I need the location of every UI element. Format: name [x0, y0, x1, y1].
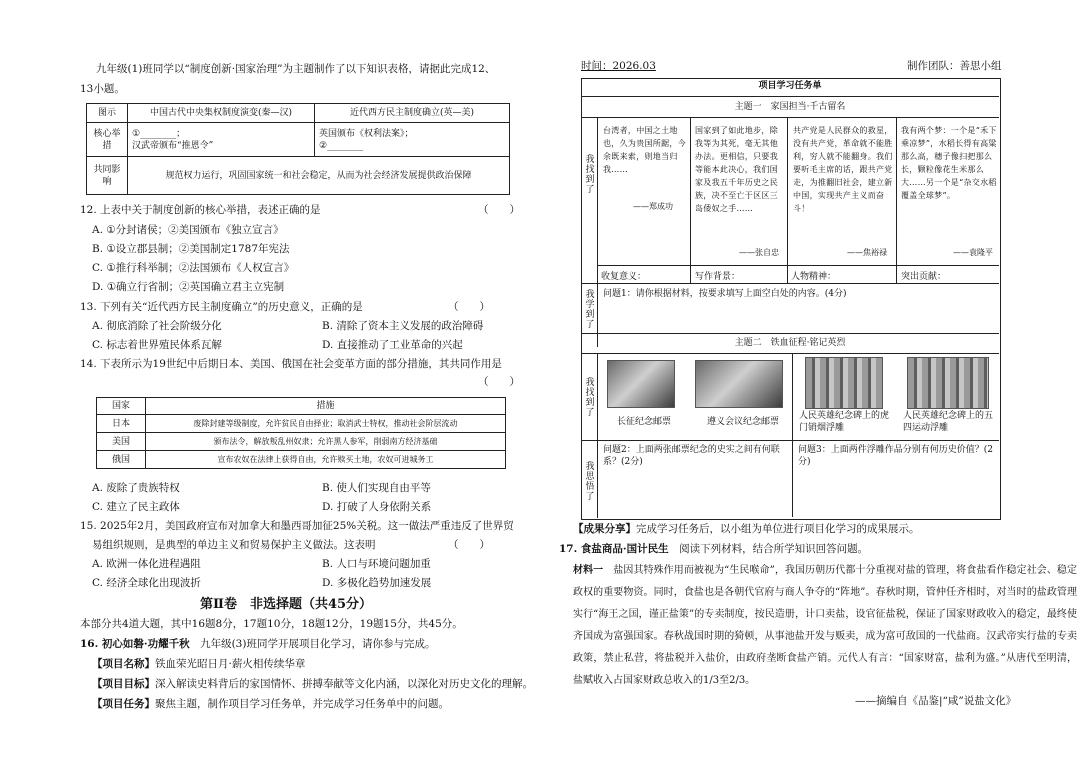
question-3: 问题3：上面两件浮雕作品分别有何历史价值？(2分)	[798, 445, 993, 467]
material-text: 盐因其特殊作用而被视为“生民喉命”，我国历朝历代都十分重视对盐的管理，将食盐看作稳定社会、稳定政权的重要物资。同时，食盐也是各朝代官府与商人争夺的“阵地”。春秋时期，管仲任齐相时，对当时的盐政管理实行“海王之国，谨正盐策”的专卖制度，按民造册，计口卖盐，设官征盐税，保证了国家财政收入的稳定，最终使齐国成为富强国家。春秋战国时期的猗顿，从事池盐开发与贩卖，成为富可敌国的一代盐商。汉武帝实行盐的专卖政策，禁止私营，将盐税并入盐价，由政府垄断食盐产销。元代人有言：“国家财富，盐利为盛。”从唐代至明清，盐赋收入占国家财政总收入的1/3至2/3。	[573, 565, 1077, 686]
right-page	[545, 0, 1080, 764]
table-cell	[315, 123, 510, 157]
question-12	[80, 203, 520, 217]
divider	[896, 265, 897, 283]
value: 聚焦主题，制作项目学习任务单，并完成学习任务单中的问题。	[155, 698, 449, 710]
answer-paren: （ ）	[448, 301, 490, 313]
label: 【项目名称】	[92, 658, 155, 670]
table-header: 图示	[87, 104, 128, 123]
question-title: 17. 食盐商品·国计民生	[559, 543, 669, 555]
divider	[581, 96, 999, 97]
table-cell: 俄国	[97, 451, 146, 469]
quote-zheng: 台湾者，中国之土地也，久为贵国所踞，今余既来索，则地当归我……	[603, 126, 686, 174]
option: B. 清除了资本主义发展的政治障碍	[322, 320, 484, 332]
option: A. 废除了贵族特权	[92, 482, 180, 494]
table-row-label: 共同影响	[87, 157, 128, 195]
table-cell: 宣布农奴在法律上获得自由，允许赎买土地，农奴可进城务工	[146, 451, 506, 469]
question-17-head	[559, 542, 868, 556]
blank-1: ①________；	[132, 128, 186, 139]
table-row	[97, 451, 506, 469]
option: D. ①确立行省制；②英国确立君主立宪制	[92, 281, 285, 293]
question-16-head	[80, 637, 435, 651]
question-15-line-2	[92, 538, 490, 552]
team-label: 制作团队：善思小组	[907, 60, 1002, 72]
table-row-label: 核心举措	[87, 123, 128, 157]
divider	[597, 265, 999, 266]
quote-jiao: 共产党是人民群众的救星，没有共产党，革命就不能胜利，穷人就不能翻身。我们要听毛主席的话，跟共产党走，为推翻旧社会，建立新中国，实现共产主义而奋斗！	[793, 126, 893, 213]
project-task	[92, 697, 449, 711]
table-header: 中国古代中央集权制度演变(秦—汉)	[128, 104, 315, 123]
table-cell: 美国	[97, 433, 146, 451]
question-stem: 易组织规则，是典型的单边主义和贸易保护主义做法。这表明	[92, 539, 376, 551]
time-label: 时间：2026.03	[581, 60, 656, 72]
option: A. ①分封诸侯；②美国颁布《独立宣言》	[92, 224, 284, 236]
divider	[792, 353, 793, 517]
option: D. 打破了人身依附关系	[322, 501, 432, 513]
material-source: ——摘编自《品鉴|“咸”说盐文化》	[855, 695, 1017, 707]
stamp-caption: 长征纪念邮票	[617, 417, 672, 427]
option: C. ①推行科举制；②法国颁布《人权宣言》	[92, 262, 295, 274]
option: A. 欧洲一体化进程遇阻	[92, 558, 201, 570]
answer-paren: （ ）	[448, 539, 490, 551]
section-title: 第Ⅱ卷 非选择题（共45分）	[200, 597, 373, 612]
zunyi-stamp-image	[695, 360, 783, 408]
blank-2: ②________	[319, 140, 364, 151]
share-line	[573, 522, 920, 536]
table-cell-text: 英国颁布《权利法案》；	[319, 128, 414, 139]
field-recovery[interactable]: 收复意义：	[601, 272, 647, 282]
divider	[787, 265, 788, 283]
quote-zhang: 国家到了如此地步，除我等为其死，毫无其他办法。更相信，只要我等能本此决心，我们国家及我五千年历史之民族，决不至亡于区区三岛倭奴之手……	[695, 126, 778, 213]
option: B. 使人们实现自由平等	[322, 482, 431, 494]
relief-caption: 人民英雄纪念碑上的虎门销烟浮雕	[799, 411, 890, 433]
table-row	[97, 433, 506, 451]
table-cell: 颁布法令，解放叛乱州奴隶；允许黑人参军，削弱南方经济基础	[146, 433, 506, 451]
theme-2-title: 主题二 铁血征程·铭记英烈	[734, 338, 846, 348]
divider	[690, 265, 691, 283]
field-spirit[interactable]: 人物精神：	[791, 272, 837, 282]
intro-line-1: 九年级(1)班同学以“制度创新·国家治理”为主题制作了以下知识表格，请据此完成12、	[96, 63, 496, 75]
value: 完成学习任务后，以小组为单位进行项目化学习的成果展示。	[636, 523, 920, 535]
option: D. 直接推动了工业革命的兴起	[322, 339, 463, 351]
table-cell: 日本	[97, 415, 146, 433]
table-cell	[128, 123, 315, 157]
question-14-stem: 14. 下表所示为19世纪中后期日本、美国、俄国在社会变革方面的部分措施，其共同作用是	[80, 358, 502, 370]
find-label-2: 我找到了	[585, 378, 595, 418]
intro-line-2: 13小题。	[80, 83, 125, 95]
question-13	[80, 300, 490, 314]
divider	[581, 117, 999, 118]
option: B. ①设立郡县制；②美国制定1787年宪法	[92, 243, 290, 255]
table-cell: 规范权力运行，巩固国家统一和社会稳定，从而为社会经济发展提供政治保障	[128, 157, 510, 195]
label: 【项目任务】	[92, 698, 155, 710]
value: 铁血荣光昭日月·薪火相传续华章	[155, 658, 306, 670]
question-15-line-1: 15. 2025年2月，美国政府宣布对加拿大和墨西哥加征25%关税。这一做法严重违反了世界贸	[80, 520, 514, 532]
humen-relief-image	[805, 357, 883, 409]
option: C. 建立了民主政体	[92, 501, 180, 513]
section-note: 本部分共4道大题，其中16题8分，17题10分，18题12分，19题15分，共45分。	[80, 618, 463, 630]
reform-table	[96, 397, 506, 469]
label: 【项目目标】	[92, 678, 155, 690]
value: 深入解读史料背后的家国情怀、拼搏奉献等文化内涵，以深化对历史文化的理解。	[155, 678, 533, 690]
option: C. 经济全球化出现波折	[92, 577, 201, 589]
material-label: 材料一	[573, 565, 604, 576]
material-1	[573, 560, 1077, 692]
project-goal	[92, 677, 533, 691]
field-contribution[interactable]: 突出贡献：	[901, 272, 947, 282]
divider	[787, 117, 788, 265]
table-header: 国家	[97, 398, 146, 415]
knowledge-table	[86, 103, 510, 195]
question-stem: 13. 下列有关“近代西方民主制度确立”的历史意义，正确的是	[80, 301, 363, 313]
option: D. 多极化趋势加速发展	[322, 577, 432, 589]
sheet-title: 项目学习任务单	[758, 81, 822, 91]
table-header: 近代西方民主制度确立(英—美)	[315, 104, 510, 123]
question-text: 九年级(3)班同学开展项目化学习，请你参与完成。	[189, 638, 436, 650]
table-row	[97, 415, 506, 433]
field-background[interactable]: 写作背景：	[695, 272, 741, 282]
question-2: 问题2：上面两张邮票纪念的史实之间有何联系？(2分)	[603, 445, 780, 467]
long-march-stamp-image	[607, 360, 675, 408]
relief-caption: 人民英雄纪念碑上的五四运动浮雕	[903, 411, 994, 433]
find-label-1: 我找到了	[585, 155, 595, 195]
think-label: 我思悟了	[585, 462, 595, 502]
label: 【成果分享】	[573, 523, 636, 535]
question-stem: 12. 上表中关于制度创新的核心举措，表述正确的是	[80, 204, 321, 216]
quote-yuan: 我有两个梦：一个是“禾下乘凉梦”，水稻长得有高粱那么高，穗子像扫把那么长，颗粒像花生米那么大……另一个是“杂交水稻覆盖全球梦”。	[901, 126, 997, 200]
answer-paren: （ ）	[478, 204, 520, 216]
may-fourth-relief-image	[907, 357, 989, 409]
answer-paren: （ ）	[478, 376, 520, 388]
quote-author: ——焦裕禄	[847, 248, 887, 257]
theme-1-title: 主题一 家国担当·千古留名	[734, 102, 846, 112]
learn-label: 我学到了	[585, 290, 595, 330]
divider	[690, 117, 691, 265]
divider	[896, 117, 897, 265]
quote-author: ——袁隆平	[953, 248, 993, 257]
table-cell-text: 汉武帝颁布“推恩令”	[132, 140, 214, 151]
divider	[597, 117, 598, 347]
project-name	[92, 657, 305, 671]
question-title: 16. 初心如磐·功耀千秋	[80, 638, 190, 650]
quote-author: ——张自忠	[739, 248, 779, 257]
option: B. 人口与环境问题加重	[322, 558, 431, 570]
option: A. 彻底消除了社会阶级分化	[92, 320, 222, 332]
option: C. 标志着世界殖民体系瓦解	[92, 339, 222, 351]
divider	[581, 353, 999, 354]
divider	[581, 333, 999, 334]
stamp-caption: 遵义会议纪念邮票	[707, 417, 780, 427]
question-1: 问题1：请你根据材料，按要求填写上面空白处的内容。(4分)	[603, 289, 847, 299]
divider	[581, 440, 999, 441]
quote-author: ——郑成功	[633, 202, 673, 211]
divider	[597, 353, 598, 518]
table-header: 措施	[146, 398, 506, 415]
question-text: 阅读下列材料，结合所学知识回答问题。	[668, 543, 869, 555]
table-cell: 废除封建等级制度，允许贫民自由择业；取消武士特权，推动社会阶层流动	[146, 415, 506, 433]
divider	[581, 283, 999, 284]
